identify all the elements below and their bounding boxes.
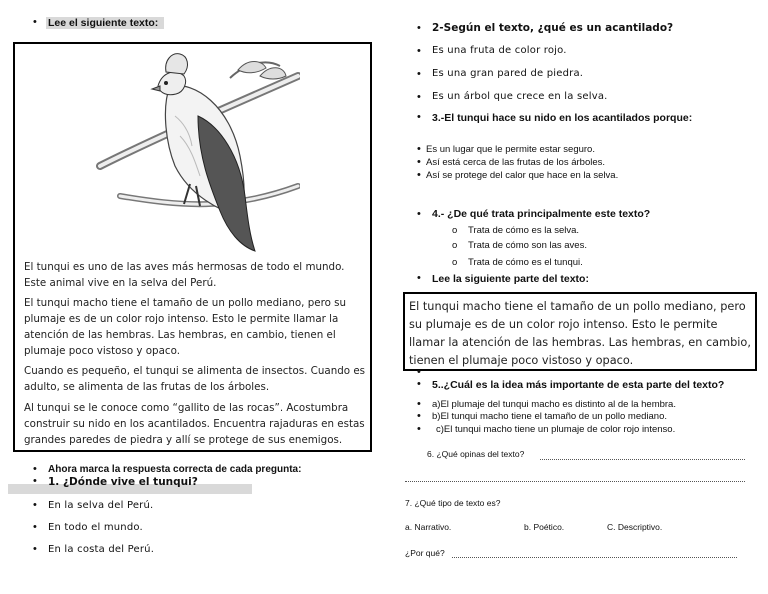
instruction-heading: Lee el siguiente texto:: [46, 17, 164, 29]
q3-option-a[interactable]: Es un lugar que le permite estar seguro.: [426, 144, 595, 155]
q5-option-c[interactable]: c)El tunqui macho tiene un plumaje de color rojo intenso.: [436, 424, 676, 435]
q4-option-a[interactable]: Trata de cómo es la selva.: [468, 225, 580, 236]
q7-option-b[interactable]: b. Poético.: [524, 522, 565, 532]
story-paragraph-2: El tunqui macho tiene el tamaño de un pollo mediano, pero su plumaje es de un color rojo intenso. Esto le permite llamar la atención de las hembras. Las hembras, en cambio, tienen el plumaje poco vistoso y opaco.: [24, 297, 347, 357]
bullet: •: [33, 521, 37, 533]
bullet: •: [417, 423, 421, 435]
q7-option-a[interactable]: a. Narrativo.: [405, 522, 452, 532]
question-2: 2-Según el texto, ¿qué es un acantilado?: [432, 22, 674, 34]
q4-option-b[interactable]: Trata de cómo son las aves.: [468, 240, 587, 251]
story-paragraph-4: Al tunqui se le conoce como “gallito de las rocas”. Acostumbra construir su nido en los acantilados. Encuentra rajaduras en estas grandes paredes de piedra y allí se protege de sus enemigos.: [24, 402, 365, 446]
question-7: 7. ¿Qué tipo de texto es?: [405, 498, 501, 508]
bullet: •: [417, 208, 421, 220]
bullet: •: [417, 410, 421, 422]
q2-option-b[interactable]: Es una gran pared de piedra.: [432, 68, 584, 79]
bullet: •: [417, 91, 421, 103]
bullet: •: [417, 156, 421, 168]
q4-option-c[interactable]: Trata de cómo es el tunqui.: [468, 257, 583, 268]
answer-line-6b[interactable]: [405, 481, 745, 482]
bullet: •: [33, 499, 37, 511]
bullet: •: [417, 366, 421, 378]
bullet: •: [417, 272, 421, 284]
circle-bullet: o: [452, 240, 458, 251]
bullet: •: [417, 111, 421, 123]
bullet: •: [417, 378, 421, 390]
instruction3-heading: Lee la siguiente parte del texto:: [432, 273, 589, 285]
q2-option-a[interactable]: Es una fruta de color rojo.: [432, 45, 567, 56]
q1-option-b[interactable]: En todo el mundo.: [48, 522, 143, 533]
answer-line-why[interactable]: [452, 557, 737, 558]
bullet: •: [33, 463, 37, 475]
q2-option-c[interactable]: Es un árbol que crece en la selva.: [432, 91, 608, 102]
bullet: •: [33, 543, 37, 555]
circle-bullet: o: [452, 225, 458, 236]
question-3: 3.-El tunqui hace su nido en los acantilados porque:: [432, 112, 693, 124]
q5-option-a[interactable]: a)El plumaje del tunqui macho es distinto al de la hembra.: [432, 399, 676, 410]
bullet: •: [417, 169, 421, 181]
q3-option-c[interactable]: Así se protege del calor que hace en la selva.: [426, 170, 619, 181]
excerpt-text: El tunqui macho tiene el tamaño de un pollo mediano, pero su plumaje es de un color rojo intenso. Esto le permite llamar la atención de las hembras. Las hembras, en cambio, tienen el plumaje poco vistoso y opaco.: [409, 300, 751, 367]
bullet: •: [33, 16, 37, 28]
instruction2-heading: Ahora marca la respuesta correcta de cada pregunta:: [48, 464, 302, 475]
q3-option-b[interactable]: Así está cerca de las frutas de los árboles.: [426, 157, 606, 168]
bullet: •: [417, 45, 421, 57]
bullet: •: [417, 22, 421, 34]
story-paragraph-3: Cuando es pequeño, el tunqui se alimenta de insectos. Cuando es adulto, se alimenta de las frutas de los árboles.: [24, 365, 366, 393]
bullet: •: [417, 398, 421, 410]
q7-option-c[interactable]: C. Descriptivo.: [607, 522, 663, 532]
why-label: ¿Por qué?: [405, 548, 445, 558]
question-1: 1. ¿Dónde vive el tunqui?: [48, 476, 198, 488]
bullet: •: [417, 143, 421, 155]
question-4: 4.- ¿De qué trata principalmente este texto?: [432, 208, 651, 220]
answer-line-6a[interactable]: [540, 459, 745, 460]
circle-bullet: o: [452, 257, 458, 268]
bullet: •: [33, 475, 37, 487]
q5-option-b[interactable]: b)El tunqui macho tiene el tamaño de un pollo mediano.: [432, 411, 668, 422]
question-5: 5..¿Cuál es la idea más importante de esta parte del texto?: [432, 379, 725, 391]
tunqui-bird-illustration: [80, 46, 300, 256]
q1-option-c[interactable]: En la costa del Perú.: [48, 544, 155, 555]
story-paragraph-1: El tunqui es uno de las aves más hermosas de todo el mundo. Este animal vive en la selva del Perú.: [24, 261, 345, 289]
bullet: •: [417, 68, 421, 80]
q1-option-a[interactable]: En la selva del Perú.: [48, 500, 154, 511]
question-6: 6. ¿Qué opinas del texto?: [427, 449, 525, 459]
